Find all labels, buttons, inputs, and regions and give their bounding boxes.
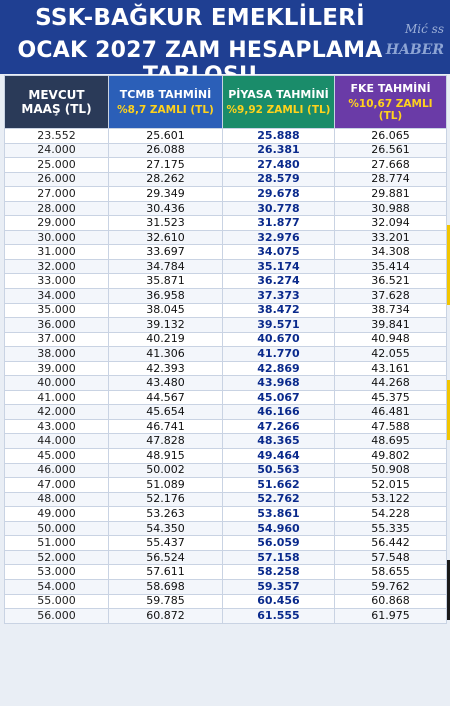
cell-fke: 54.228 (335, 507, 447, 522)
table-row (5, 536, 447, 551)
cell-piyasa: 46.166 (223, 405, 335, 420)
cell-tcmb: 38.045 (109, 303, 223, 318)
cell-current-salary: 25.000 (5, 158, 109, 173)
table-row (5, 129, 447, 144)
table-row (5, 361, 447, 376)
cell-current-salary: 54.000 (5, 579, 109, 594)
cell-tcmb: 43.480 (109, 376, 223, 391)
cell-current-salary: 37.000 (5, 332, 109, 347)
header-tcmb (109, 76, 223, 129)
cell-piyasa: 58.258 (223, 565, 335, 580)
table-row (5, 492, 447, 507)
cell-fke: 48.695 (335, 434, 447, 449)
cell-tcmb: 51.089 (109, 478, 223, 493)
cell-tcmb: 50.002 (109, 463, 223, 478)
cell-piyasa: 28.579 (223, 172, 335, 187)
header-rate: %8,7 ZAMLI (TL) (117, 104, 214, 116)
cell-piyasa: 32.976 (223, 230, 335, 245)
cell-tcmb: 44.567 (109, 390, 223, 405)
cell-tcmb: 31.523 (109, 216, 223, 231)
cell-tcmb: 55.437 (109, 536, 223, 551)
table-row (5, 216, 447, 231)
raise-table (4, 75, 447, 624)
header-label: TCMB TAHMİNİ (119, 88, 212, 101)
table-row (5, 158, 447, 173)
cell-piyasa: 48.365 (223, 434, 335, 449)
table-row (5, 521, 447, 536)
cell-piyasa: 38.472 (223, 303, 335, 318)
cell-fke: 43.161 (335, 361, 447, 376)
table-row (5, 550, 447, 565)
table-row (5, 419, 447, 434)
cell-fke: 44.268 (335, 376, 447, 391)
cell-piyasa: 39.571 (223, 318, 335, 333)
cell-fke: 42.055 (335, 347, 447, 362)
cell-tcmb: 59.785 (109, 594, 223, 609)
header-label: MEVCUT MAAŞ (TL) (21, 88, 92, 116)
cell-piyasa: 31.877 (223, 216, 335, 231)
cell-current-salary: 34.000 (5, 289, 109, 304)
cell-piyasa: 54.960 (223, 521, 335, 536)
cell-fke: 45.375 (335, 390, 447, 405)
table-row (5, 201, 447, 216)
table-row (5, 376, 447, 391)
cell-fke: 59.762 (335, 579, 447, 594)
table-row (5, 507, 447, 522)
cell-current-salary: 28.000 (5, 201, 109, 216)
cell-fke: 35.414 (335, 259, 447, 274)
cell-current-salary: 46.000 (5, 463, 109, 478)
cell-tcmb: 34.784 (109, 259, 223, 274)
cell-tcmb: 48.915 (109, 449, 223, 464)
cell-tcmb: 26.088 (109, 143, 223, 158)
cell-fke: 49.802 (335, 449, 447, 464)
cell-piyasa: 43.968 (223, 376, 335, 391)
cell-piyasa: 45.067 (223, 390, 335, 405)
table-row (5, 230, 447, 245)
cell-current-salary: 56.000 (5, 609, 109, 624)
cell-piyasa: 34.075 (223, 245, 335, 260)
cell-fke: 34.308 (335, 245, 447, 260)
header-rate: %9,92 ZAMLI (TL) (226, 104, 331, 116)
cell-piyasa: 40.670 (223, 332, 335, 347)
cell-fke: 56.442 (335, 536, 447, 551)
cell-fke: 29.881 (335, 187, 447, 202)
header-current-salary (5, 76, 109, 129)
table-row (5, 143, 447, 158)
cell-fke: 60.868 (335, 594, 447, 609)
cell-piyasa: 52.762 (223, 492, 335, 507)
header-label: FKE TAHMİNİ (350, 82, 431, 95)
table-row (5, 347, 447, 362)
cell-tcmb: 41.306 (109, 347, 223, 362)
cell-tcmb: 45.654 (109, 405, 223, 420)
cell-tcmb: 27.175 (109, 158, 223, 173)
cell-piyasa: 35.174 (223, 259, 335, 274)
cell-fke: 53.122 (335, 492, 447, 507)
cell-piyasa: 37.373 (223, 289, 335, 304)
cell-piyasa: 25.888 (223, 129, 335, 144)
cell-current-salary: 32.000 (5, 259, 109, 274)
cell-current-salary: 53.000 (5, 565, 109, 580)
cell-piyasa: 59.357 (223, 579, 335, 594)
cell-tcmb: 40.219 (109, 332, 223, 347)
cell-tcmb: 33.697 (109, 245, 223, 260)
cell-current-salary: 35.000 (5, 303, 109, 318)
cell-tcmb: 32.610 (109, 230, 223, 245)
cell-tcmb: 25.601 (109, 129, 223, 144)
cell-piyasa: 42.869 (223, 361, 335, 376)
cell-current-salary: 31.000 (5, 245, 109, 260)
cell-current-salary: 33.000 (5, 274, 109, 289)
header-rate: %10,67 ZAMLI (TL) (348, 98, 433, 122)
cell-tcmb: 52.176 (109, 492, 223, 507)
cell-fke: 28.774 (335, 172, 447, 187)
cell-fke: 38.734 (335, 303, 447, 318)
table-row (5, 405, 447, 420)
cell-current-salary: 49.000 (5, 507, 109, 522)
cell-current-salary: 27.000 (5, 187, 109, 202)
cell-piyasa: 51.662 (223, 478, 335, 493)
table-row (5, 449, 447, 464)
cell-fke: 36.521 (335, 274, 447, 289)
table-row (5, 172, 447, 187)
cell-current-salary: 40.000 (5, 376, 109, 391)
cell-current-salary: 36.000 (5, 318, 109, 333)
cell-fke: 27.668 (335, 158, 447, 173)
cell-fke: 39.841 (335, 318, 447, 333)
cell-piyasa: 53.861 (223, 507, 335, 522)
table-row (5, 565, 447, 580)
cell-current-salary: 52.000 (5, 550, 109, 565)
table-header-row (5, 76, 447, 129)
cell-piyasa: 27.480 (223, 158, 335, 173)
cell-tcmb: 30.436 (109, 201, 223, 216)
cell-fke: 61.975 (335, 609, 447, 624)
cell-fke: 26.065 (335, 129, 447, 144)
cell-tcmb: 42.393 (109, 361, 223, 376)
cell-current-salary: 43.000 (5, 419, 109, 434)
cell-current-salary: 45.000 (5, 449, 109, 464)
cell-fke: 37.628 (335, 289, 447, 304)
cell-piyasa: 56.059 (223, 536, 335, 551)
cell-tcmb: 53.263 (109, 507, 223, 522)
table-row (5, 274, 447, 289)
table-row (5, 259, 447, 274)
cell-piyasa: 50.563 (223, 463, 335, 478)
cell-current-salary: 38.000 (5, 347, 109, 362)
cell-current-salary: 51.000 (5, 536, 109, 551)
cell-piyasa: 36.274 (223, 274, 335, 289)
cell-fke: 57.548 (335, 550, 447, 565)
cell-fke: 46.481 (335, 405, 447, 420)
table-row (5, 579, 447, 594)
title-banner (0, 0, 450, 74)
cell-piyasa: 26.381 (223, 143, 335, 158)
cell-tcmb: 39.132 (109, 318, 223, 333)
cell-current-salary: 50.000 (5, 521, 109, 536)
cell-tcmb: 36.958 (109, 289, 223, 304)
cell-current-salary: 39.000 (5, 361, 109, 376)
table-row (5, 289, 447, 304)
cell-fke: 40.948 (335, 332, 447, 347)
table-body (5, 129, 447, 624)
watermark-line-1: Mić ss (405, 22, 444, 36)
cell-current-salary: 47.000 (5, 478, 109, 493)
cell-fke: 33.201 (335, 230, 447, 245)
cell-tcmb: 54.350 (109, 521, 223, 536)
cell-current-salary: 55.000 (5, 594, 109, 609)
table-row (5, 609, 447, 624)
cell-piyasa: 47.266 (223, 419, 335, 434)
cell-fke: 32.094 (335, 216, 447, 231)
header-piyasa (223, 76, 335, 129)
table-row (5, 303, 447, 318)
table-row (5, 187, 447, 202)
cell-current-salary: 30.000 (5, 230, 109, 245)
cell-fke: 30.988 (335, 201, 447, 216)
table-row (5, 478, 447, 493)
cell-fke: 58.655 (335, 565, 447, 580)
title-line-1: SSK-BAĞKUR EMEKLİLERİ (35, 5, 365, 31)
cell-tcmb: 46.741 (109, 419, 223, 434)
cell-tcmb: 29.349 (109, 187, 223, 202)
cell-piyasa: 41.770 (223, 347, 335, 362)
cell-piyasa: 57.158 (223, 550, 335, 565)
table-row (5, 594, 447, 609)
cell-piyasa: 49.464 (223, 449, 335, 464)
cell-tcmb: 35.871 (109, 274, 223, 289)
table-row (5, 245, 447, 260)
cell-current-salary: 26.000 (5, 172, 109, 187)
cell-piyasa: 60.456 (223, 594, 335, 609)
cell-current-salary: 23.552 (5, 129, 109, 144)
cell-piyasa: 30.778 (223, 201, 335, 216)
cell-current-salary: 44.000 (5, 434, 109, 449)
cell-piyasa: 29.678 (223, 187, 335, 202)
cell-current-salary: 42.000 (5, 405, 109, 420)
cell-fke: 26.561 (335, 143, 447, 158)
cell-tcmb: 58.698 (109, 579, 223, 594)
title-line-2: OCAK 2027 ZAM HESAPLAMA (17, 38, 383, 63)
header-label: PİYASA TAHMİNİ (228, 88, 329, 101)
cell-current-salary: 24.000 (5, 143, 109, 158)
table-row (5, 463, 447, 478)
header-fke (335, 76, 447, 129)
table-row (5, 318, 447, 333)
cell-piyasa: 61.555 (223, 609, 335, 624)
cell-current-salary: 41.000 (5, 390, 109, 405)
table-row (5, 332, 447, 347)
cell-tcmb: 57.611 (109, 565, 223, 580)
cell-current-salary: 29.000 (5, 216, 109, 231)
cell-tcmb: 56.524 (109, 550, 223, 565)
cell-fke: 52.015 (335, 478, 447, 493)
cell-fke: 50.908 (335, 463, 447, 478)
cell-tcmb: 60.872 (109, 609, 223, 624)
cell-tcmb: 28.262 (109, 172, 223, 187)
cell-tcmb: 47.828 (109, 434, 223, 449)
table-row (5, 390, 447, 405)
cell-current-salary: 48.000 (5, 492, 109, 507)
watermark-logo: HABER (385, 42, 444, 58)
table-row (5, 434, 447, 449)
cell-fke: 55.335 (335, 521, 447, 536)
cell-fke: 47.588 (335, 419, 447, 434)
